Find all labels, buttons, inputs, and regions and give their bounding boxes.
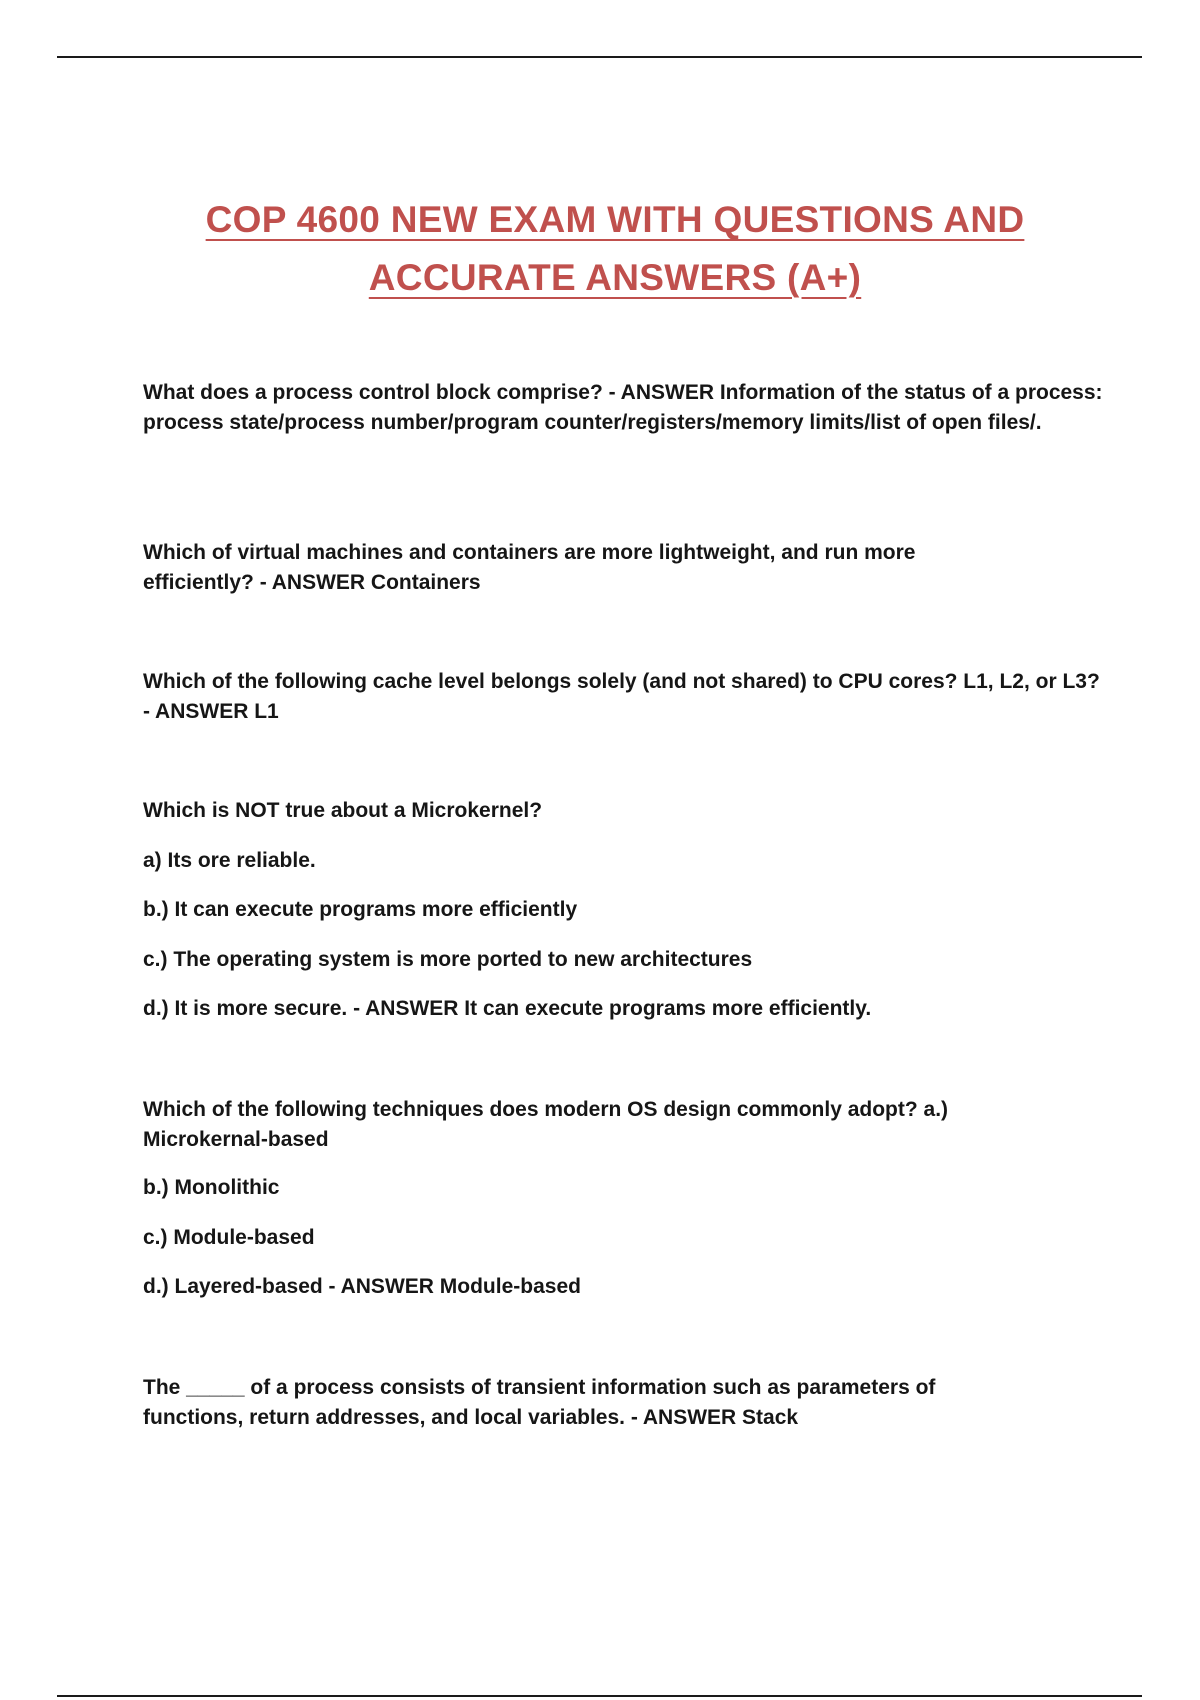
question-5-stem: Which of the following techniques does modern OS design commonly adopt? a.) Microkernal-based (143, 1098, 949, 1151)
question-4-option-a: a) Its ore reliable. (143, 849, 316, 872)
question-2: Which of virtual machines and containers are more lightweight, and run more efficiently? - ANSWER Containers (143, 541, 916, 594)
question-5-option-b: b.) Monolithic (143, 1176, 280, 1199)
title-line-1: COP 4600 NEW EXAM WITH QUESTIONS AND (205, 199, 1025, 240)
question-1: What does a process control block comprise? - ANSWER Information of the status of a process: process state/process number/program counter/registers/memory limits/list of open files/. (143, 381, 1103, 434)
document-title (60, 191, 1170, 307)
bottom-rule (57, 1695, 1142, 1697)
question-5-option-c: c.) Module-based (143, 1226, 315, 1249)
question-5-option-d-answer: d.) Layered-based - ANSWER Module-based (143, 1275, 581, 1298)
question-3: Which of the following cache level belongs solely (and not shared) to CPU cores? L1, L2, or L3? - ANSWER L1 (143, 670, 1100, 723)
question-4-option-c: c.) The operating system is more ported to new architectures (143, 948, 753, 971)
question-4-stem: Which is NOT true about a Microkernel? (143, 799, 543, 822)
question-4-option-b: b.) It can execute programs more efficiently (143, 898, 578, 921)
top-rule (57, 56, 1142, 58)
title-line-2: ACCURATE ANSWERS (A+) (368, 257, 862, 298)
question-6: The _____ of a process consists of transient information such as parameters of functions, return addresses, and local variables. - ANSWER Stack (143, 1376, 936, 1429)
question-4-option-d-answer: d.) It is more secure. - ANSWER It can execute programs more efficiently. (143, 997, 872, 1020)
